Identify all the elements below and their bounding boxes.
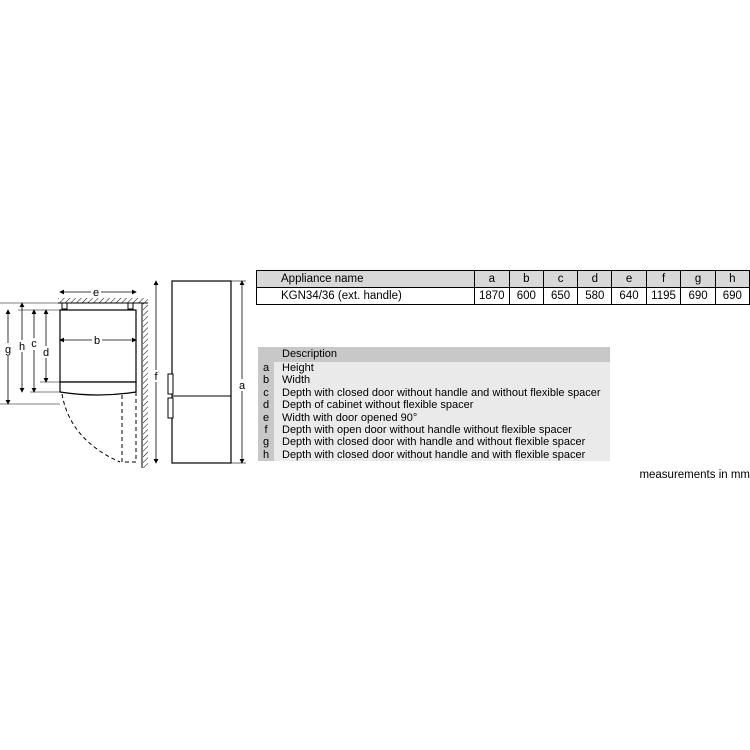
door-closed-plan <box>60 382 136 395</box>
header-col-g: g <box>681 271 715 288</box>
legend-key: f <box>258 424 274 436</box>
label-a: a <box>238 380 246 392</box>
door-open-dashed <box>122 392 136 462</box>
appliance-model: KGN34/36 (ext. handle) <box>257 288 475 305</box>
legend-item <box>258 374 610 386</box>
legend-key: g <box>258 436 274 448</box>
handle-lower <box>168 398 173 418</box>
spacer-right <box>128 303 133 309</box>
legend-key: b <box>258 374 274 386</box>
legend-item <box>258 387 610 399</box>
value-c: 650 <box>543 288 577 305</box>
label-f: f <box>154 371 158 383</box>
legend-item <box>258 449 610 461</box>
legend-text: Depth of cabinet without flexible spacer <box>282 399 474 412</box>
side-view <box>151 281 247 463</box>
label-c: c <box>31 338 37 350</box>
units-note: measurements in mm <box>639 469 750 481</box>
wall-top-hatch <box>58 298 148 303</box>
handle-upper <box>168 374 173 394</box>
label-d: d <box>42 347 50 359</box>
header-col-a: a <box>474 271 509 288</box>
legend-text: Depth with closed door without handle and without flexible spacer <box>282 386 601 399</box>
legend-key: e <box>258 412 274 424</box>
label-h: h <box>18 341 26 353</box>
table-row <box>257 288 750 305</box>
label-b: b <box>93 335 101 347</box>
header-col-f: f <box>646 271 681 288</box>
legend-text: Width <box>282 374 311 387</box>
plan-view <box>0 286 148 468</box>
legend-text: Depth with closed door without handle and with flexible spacer <box>282 448 586 461</box>
legend-item <box>258 424 610 436</box>
header-col-e: e <box>612 271 646 288</box>
legend-item <box>258 436 610 448</box>
legend-text: Width with door opened 90° <box>282 411 418 424</box>
legend-item <box>258 362 610 374</box>
value-d: 580 <box>578 288 612 305</box>
value-h: 690 <box>715 288 749 305</box>
door-swing-arc <box>62 394 120 462</box>
value-f: 1195 <box>646 288 681 305</box>
description-legend <box>258 347 610 461</box>
legend-key: d <box>258 399 274 411</box>
wall-side-hatch <box>143 303 148 468</box>
legend-item <box>258 412 610 424</box>
legend-text: Height <box>282 362 314 374</box>
header-col-c: c <box>543 271 577 288</box>
legend-key: c <box>258 387 274 399</box>
table-header-row <box>257 271 750 288</box>
legend-text: Depth with closed door with handle and without flexible spacer <box>282 436 586 449</box>
appliance-side-body <box>172 281 231 463</box>
legend-title: Description <box>258 347 610 362</box>
header-col-b: b <box>509 271 543 288</box>
spacer-left <box>62 303 67 309</box>
legend-item <box>258 399 610 411</box>
dimensions-table <box>256 270 750 305</box>
header-appliance-name: Appliance name <box>257 271 475 288</box>
value-b: 600 <box>509 288 543 305</box>
header-col-h: h <box>715 271 749 288</box>
value-a: 1870 <box>474 288 509 305</box>
legend-key: h <box>258 449 274 461</box>
legend-text: Depth with open door without handle without flexible spacer <box>282 423 572 436</box>
value-e: 640 <box>612 288 646 305</box>
label-g: g <box>4 344 12 356</box>
header-col-d: d <box>578 271 612 288</box>
label-e: e <box>92 287 100 299</box>
legend-key: a <box>258 362 274 374</box>
value-g: 690 <box>681 288 715 305</box>
